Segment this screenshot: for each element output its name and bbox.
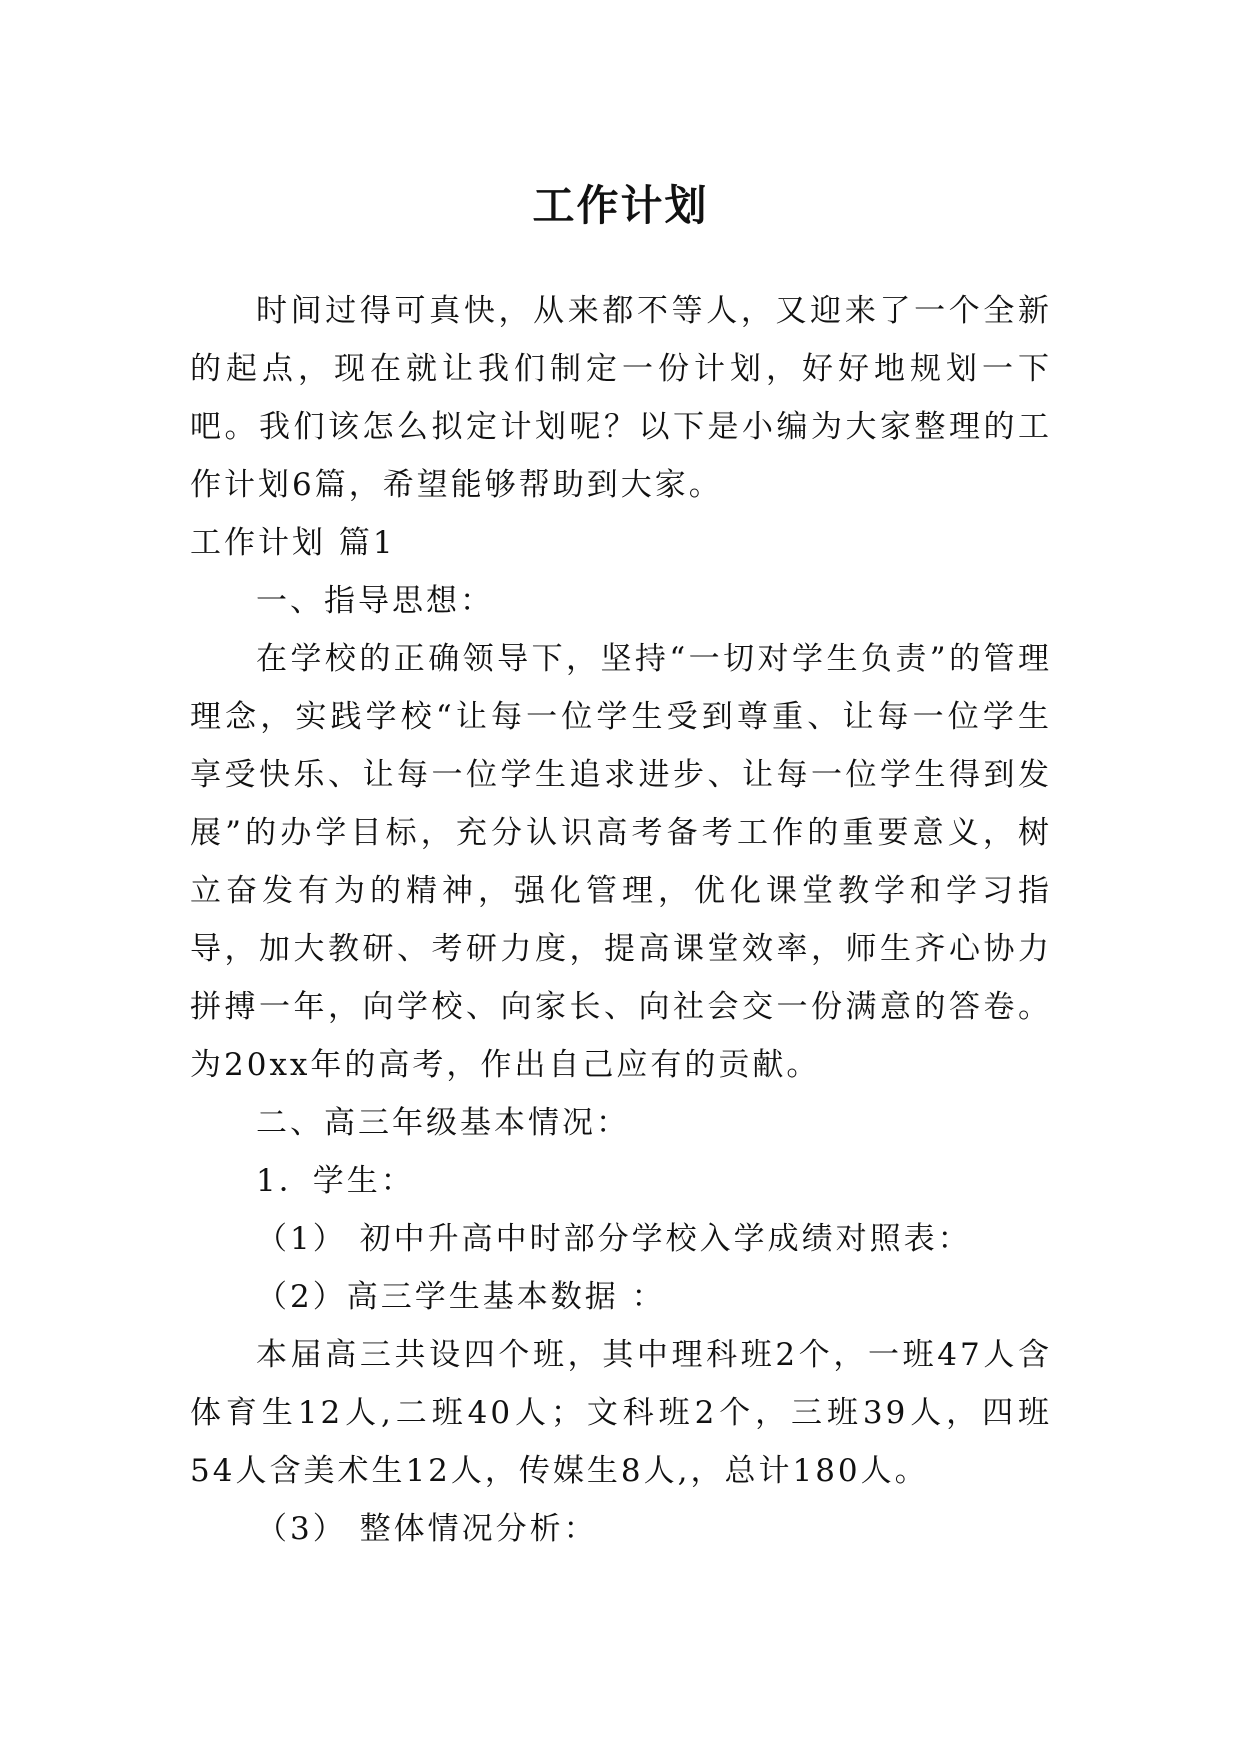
paragraph: （3） 整体情况分析： bbox=[256, 1511, 598, 1547]
document-title: 工作计划 bbox=[532, 181, 709, 231]
paragraph: 本届高三共设四个班，其中理科班2个，一班47人含体育生12人,二班40人；文科班2个，三班39人，四班54人含美术生12人，传媒生8人,，总计180人。 bbox=[190, 1337, 1052, 1489]
paragraph: （2）高三学生基本数据 ： bbox=[256, 1279, 666, 1315]
paragraph: 工作计划 篇1 bbox=[190, 525, 396, 561]
document-body bbox=[190, 282, 1052, 1558]
paragraph: 二、高三年级基本情况： bbox=[256, 1105, 630, 1141]
paragraph: 时间过得可真快，从来都不等人，又迎来了一个全新的起点，现在就让我们制定一份计划，好好地规划一下吧。我们该怎么拟定计划呢？以下是小编为大家整理的工作计划6篇，希望能够帮助到大家。 bbox=[190, 293, 1052, 503]
paragraph: 1．学生： bbox=[256, 1163, 415, 1199]
paragraph: （1） 初中升高中时部分学校入学成绩对照表： bbox=[256, 1221, 972, 1257]
paragraph: 在学校的正确领导下，坚持“一切对学生负责”的管理理念，实践学校“让每一位学生受到尊重、让每一位学生享受快乐、让每一位学生追求进步、让每一位学生得到发展”的办学目标，充分认识高考备考工作的重要意义，树立奋发有为的精神，强化管理，优化课堂教学和学习指导，加大教研、考研力度，提高课堂效率，师生齐心协力拼搏一年，向学校、向家长、向社会交一份满意的答卷。为20xx年的高考，作出自己应有的贡献。 bbox=[190, 641, 1052, 1083]
paragraph: 一、指导思想： bbox=[256, 583, 494, 619]
